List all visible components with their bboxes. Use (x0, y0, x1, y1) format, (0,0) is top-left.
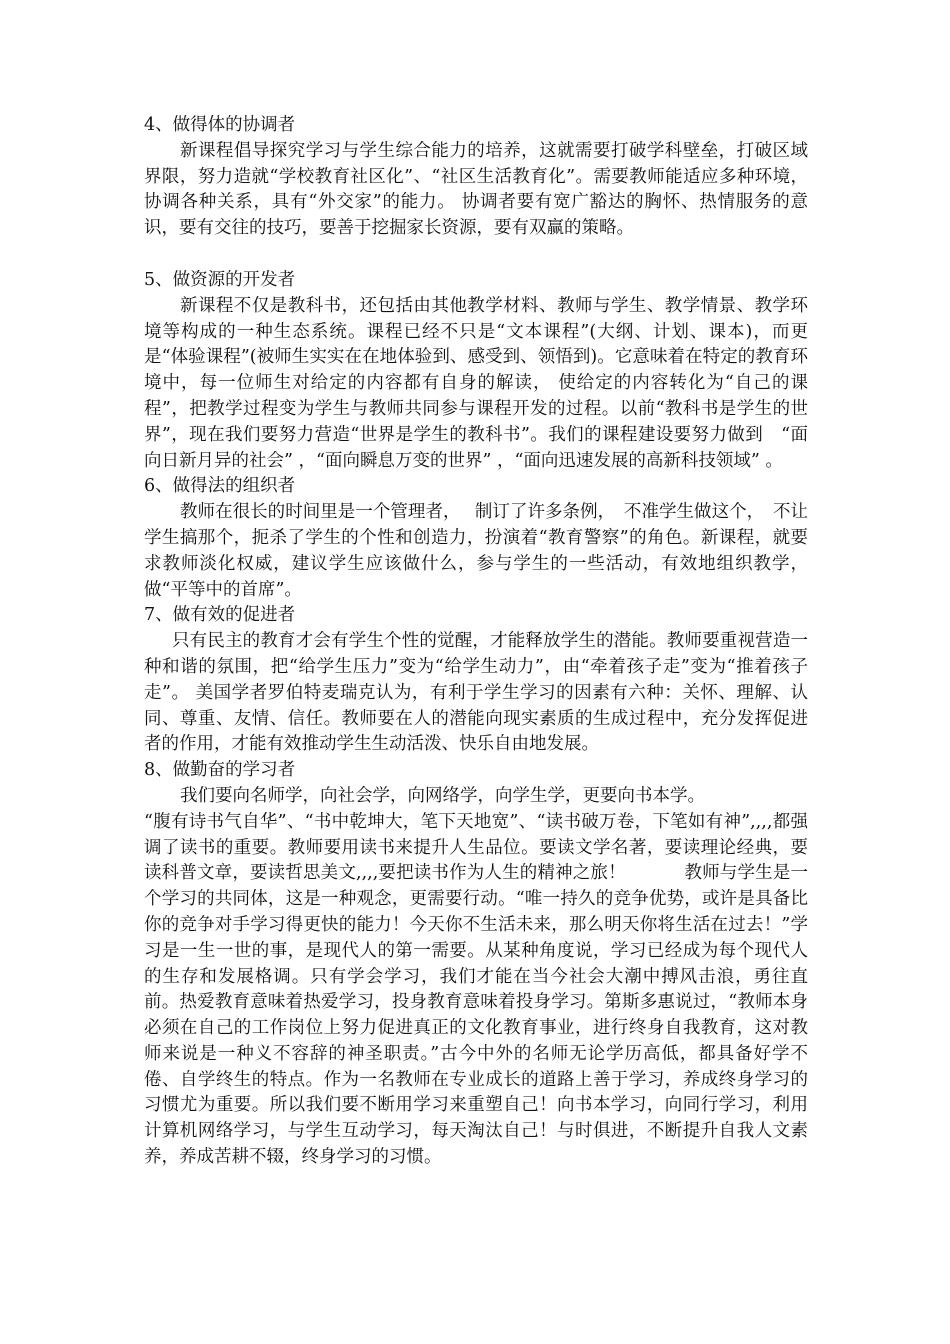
section-spacer (144, 242, 808, 268)
section-paragraph: 我们要向名师学，向社会学，向网络学，向学生学，更要向书本学。 (180, 785, 705, 806)
section-paragraph: 新课程不仅是教科书，还包括由其他教学材料、教师与学生、教学情景、教学环境等构成的一种生态系统。课程已经不只是“文本课程”(大纲、计划、课本)，而更是“体验课程”(被师生实实在在地体验到、感受到、领悟到)。它意味着在特定的教育环境中，每一位师生对给定的内容都有自身的解读， 使给定的内容转化为“自己的课程”，把教学过程变为学生与教师共同参与课程开发的过程。以前“教科书是学生的世界”，现在我们要努力营造“世界是学生的教科书”。我们的课程建设要努力做到 “面向日新月异的社会” ，“面向瞬息万变的世界” ，“面向迅速发展的高新科技领域” 。 (144, 295, 808, 471)
section-paragraph: 只有民主的教育才会有学生个性的觉醒，才能释放学生的潜能。教师要重视营造一种和谐的氛围，把“给学生压力”变为“给学生动力”，由“牵着孩子走”变为“推着孩子走”。 美国学者罗伯特麦瑞克认为，有利于学生学习的因素有六种：关怀、理解、认同、尊重、友情、信任。教师要在人的潜能向现实素质的生成过程中，充分发挥促进者的作用，才能有效推动学生生动活泼、快乐自由地发展。 (144, 631, 808, 755)
section-paragraph: 教师在很长的时间里是一个管理者， 制订了许多条例， 不准学生做这个， 不让学生搞那个，扼杀了学生的个性和创造力，扮演着“教育警察”的角色。新课程，就要求教师淡化权威，建议学生应该做什么，参与学生的一些活动，有效地组织教学，做“平等中的首席”。 (144, 502, 808, 600)
document-body (144, 113, 808, 1171)
section-heading: 6、做得法的组织者 (144, 476, 296, 497)
section-heading: 8、做勤奋的学习者 (144, 760, 296, 781)
section-paragraph: “腹有诗书气自华”、“书中乾坤大，笔下天地宽”、“读书破万卷，下笔如有神”,,,,都强调了读书的重要。教师要用读书来提升人生品位。要读文学名著，要读理论经典，要读科普文章，要读哲思美文,,,,要把读书作为人生的精神之旅！ 教师与学生是一个学习的共同体，这是一种观念，更需要行动。“唯一持久的竞争优势，或许是具备比你的竞争对手学习得更快的能力！今天你不生活未来，那么明天你将生活在过去！”学习是一生一世的事，是现代人的第一需要。从某种角度说，学习已经成为每个现代人的生存和发展格调。只有学会学习，我们才能在当今社会大潮中搏风击浪，勇往直前。热爱教育意味着热爱学习，投身教育意味着投身学习。第斯多惠说过，“教师本身必须在自己的工作岗位上努力促进真正的文化教育事业，进行终身自我教育，这对教师来说是一种义不容辞的神圣职责。”古今中外的名师无论学历高低，都具备好学不倦、自学终生的特点。作为一名教师在专业成长的道路上善于学习，养成终身学习的习惯尤为重要。所以我们要不断用学习来重塑自己！向书本学习，向同行学习，利用计算机网络学习，与学生互动学习，每天淘汰自己！与时俱进，不断提升自我人文素养，养成苦耕不辍，终身学习的习惯。 (144, 811, 808, 1168)
section-heading: 4、做得体的协调者 (144, 115, 296, 135)
section-facilitator (144, 603, 808, 758)
section-organizer (144, 474, 808, 603)
section-heading: 7、做有效的促进者 (144, 605, 296, 626)
section-resource-developer (144, 268, 808, 474)
section-coordinator (144, 113, 808, 242)
section-paragraph: 新课程倡导探究学习与学生综合能力的培养，这就需要打破学科壁垒，打破区域界限，努力造就“学校教育社区化”、“社区生活教育化”。需要教师能适应多种环境，协调各种关系，具有“外交家”的能力。 协调者要有宽广豁达的胸怀、热情服务的意识，要有交往的技巧，要善于挖掘家长资源，要有双赢的策略。 (144, 140, 808, 239)
section-heading: 5、做资源的开发者 (144, 269, 296, 290)
section-learner (144, 758, 808, 1171)
